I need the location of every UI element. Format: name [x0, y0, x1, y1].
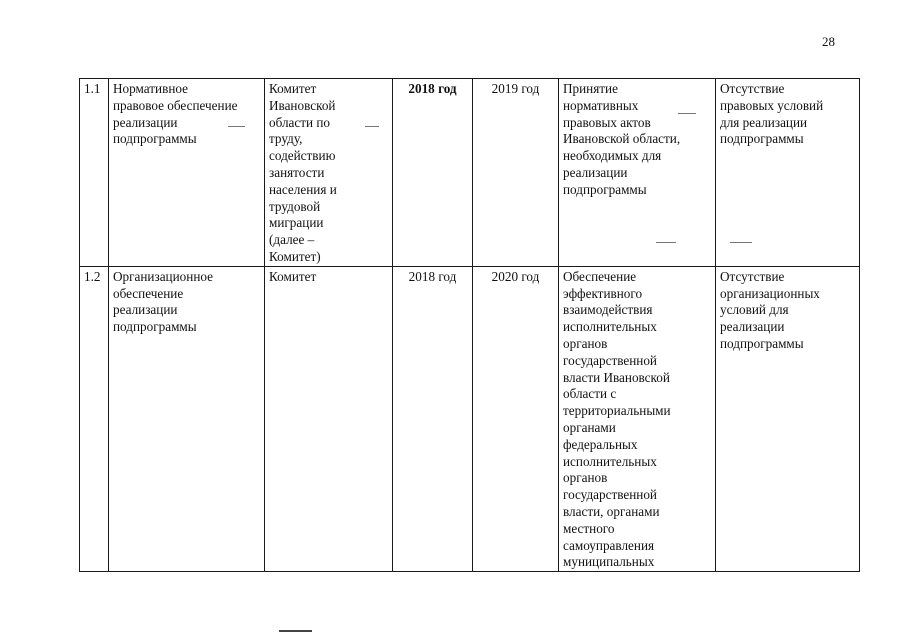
consequence: Отсутствие правовых условий для реализации подпрограммы [720, 81, 824, 147]
scan-mark [656, 242, 676, 243]
row-number: 1.2 [84, 268, 101, 284]
expected-result: Принятие нормативных правовых актов Ивановской области, необходимых для реализации подпрограммы [563, 81, 681, 197]
measures-table [79, 78, 860, 572]
measure-name: Нормативное правовое обеспечение реализации подпрограммы [113, 81, 238, 147]
start-year: 2018 год [408, 81, 457, 96]
executor-cell [265, 79, 393, 267]
consequence-cell [716, 79, 860, 267]
measure-name: Организационное обеспечение реализации подпрограммы [113, 268, 213, 335]
table-row [80, 266, 860, 571]
start-year: 2018 год [408, 268, 457, 284]
end-year: 2019 год [491, 81, 540, 96]
expected-result-cell [559, 79, 716, 267]
scan-mark [678, 113, 696, 114]
consequence-cell [716, 266, 860, 571]
start-year-cell [393, 79, 473, 267]
measure-name-cell [109, 79, 265, 267]
row-number-cell [80, 266, 109, 571]
scan-mark [279, 630, 312, 632]
scan-mark [228, 126, 245, 127]
row-number: 1.1 [84, 81, 101, 96]
end-year-cell [473, 266, 559, 571]
page-number: 28 [822, 34, 835, 49]
measure-name-cell [109, 266, 265, 571]
start-year-cell [393, 266, 473, 571]
end-year-cell [473, 79, 559, 267]
consequence: Отсутствие организационных условий для реализации подпрограммы [720, 268, 820, 351]
executor: Комитет Ивановской области по труду, содействию занятости населения и трудовой миграции (далее – Комитет) [269, 81, 337, 264]
expected-result: Обеспечение эффективного взаимодействия исполнительных органов государственной власти Ивановской области с территориальными органами федеральных исполнительных органов государственной власти, органами местного самоуправления муниципальных [563, 268, 671, 570]
row-number-cell [80, 79, 109, 267]
executor: Комитет [269, 268, 317, 284]
end-year: 2020 год [491, 268, 540, 284]
executor-cell [265, 266, 393, 571]
expected-result-cell [559, 266, 716, 571]
table-row [80, 79, 860, 267]
scan-mark [365, 126, 379, 127]
scan-mark [730, 242, 752, 243]
